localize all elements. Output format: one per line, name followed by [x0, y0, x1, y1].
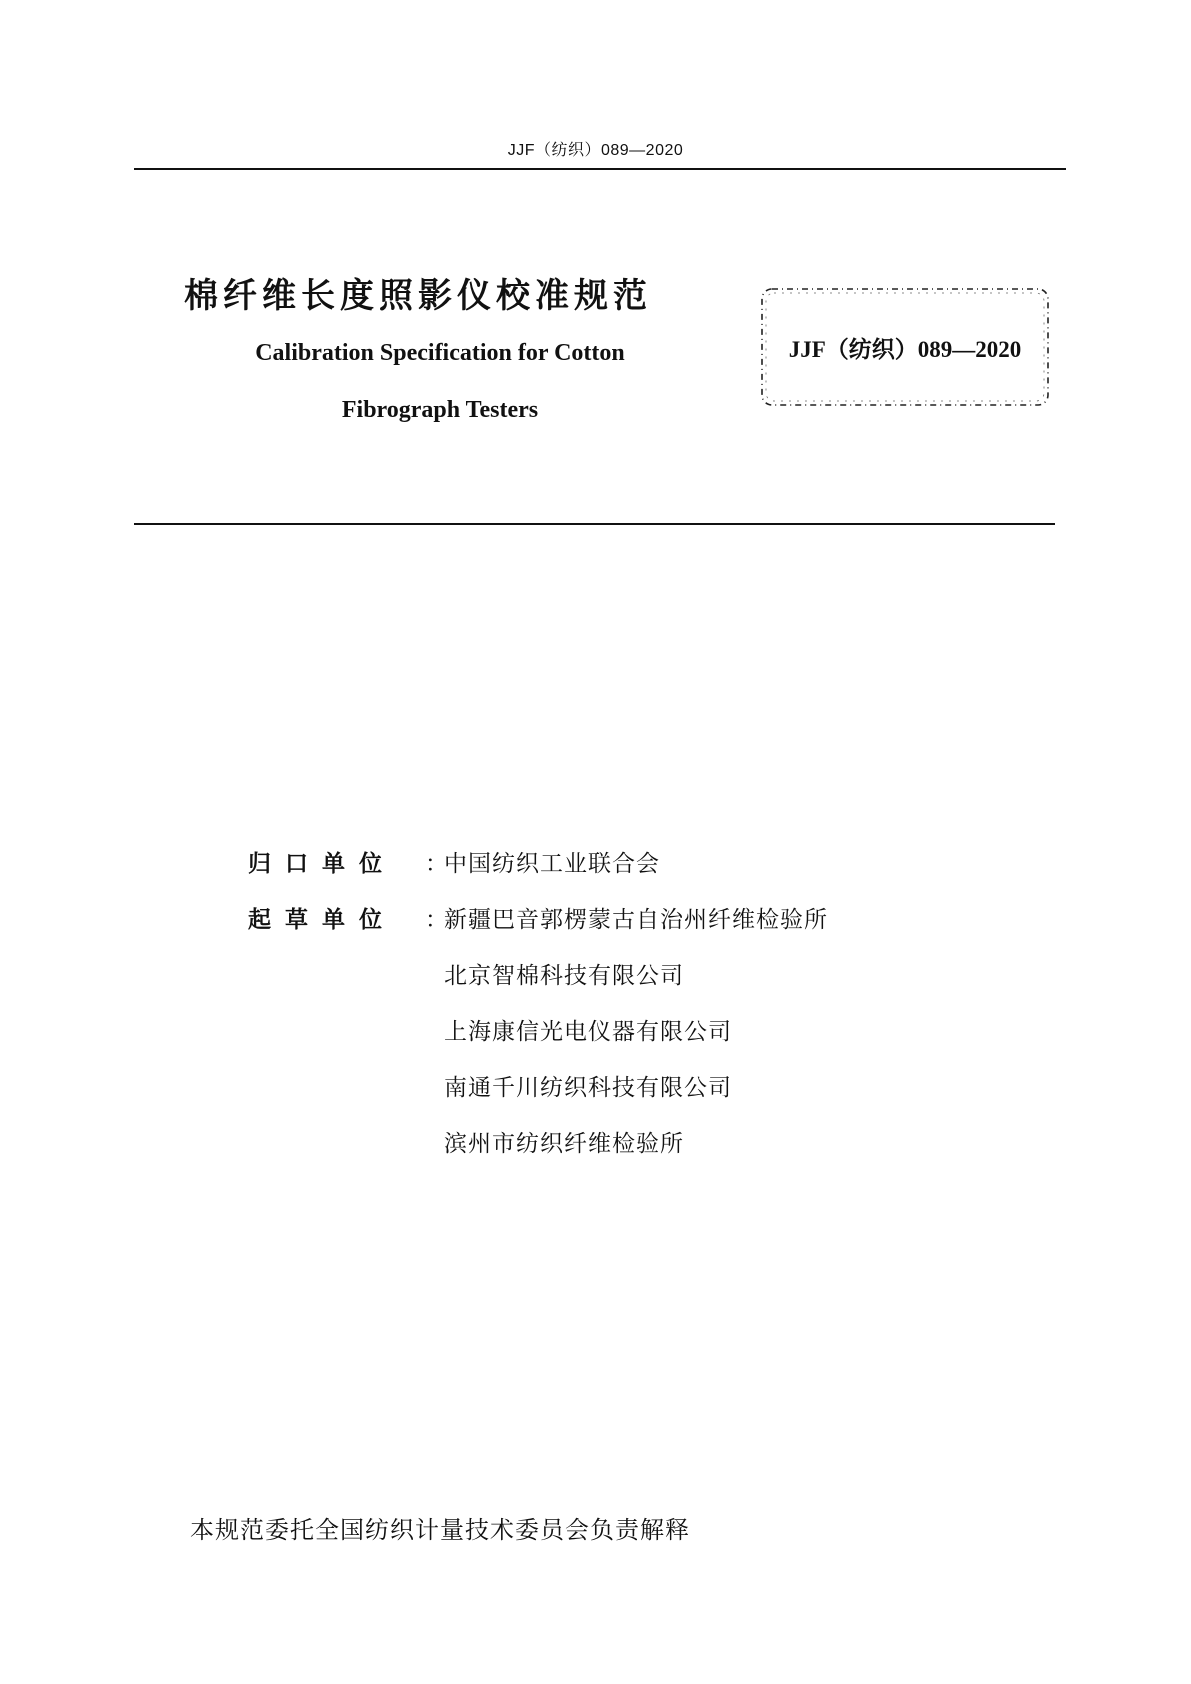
title-english-line-1: Calibration Specification for Cotton	[255, 340, 625, 366]
management-unit-label: 归口单位	[248, 851, 396, 877]
standard-code-box	[758, 285, 1052, 409]
title-english-line-2: Fibrograph Testers	[341, 397, 539, 423]
management-unit-colon: ：	[425, 851, 448, 877]
header-divider	[134, 168, 1066, 170]
drafting-unit-value: 上海康信光电仪器有限公司	[444, 1019, 732, 1045]
drafting-unit-value: 滨州市纺织纤维检验所	[444, 1131, 684, 1157]
drafting-unit-label: 起草单位	[248, 907, 396, 933]
interpretation-note: 本规范委托全国纺织计量技术委员会负责解释	[190, 1516, 690, 1544]
drafting-unit-colon: ：	[425, 907, 448, 933]
title-divider	[134, 523, 1055, 525]
title-chinese: 棉纤维长度照影仪校准规范	[184, 276, 652, 316]
standard-code-box-text: JJF（纺织）089—2020	[788, 337, 1022, 362]
drafting-unit-value: 南通千川纺织科技有限公司	[444, 1075, 732, 1101]
management-unit-value: 中国纺织工业联合会	[444, 851, 660, 877]
drafting-unit-value: 北京智棉科技有限公司	[444, 963, 684, 989]
drafting-unit-value: 新疆巴音郭楞蒙古自治州纤维检验所	[444, 907, 828, 933]
header-standard-code: JJF（纺织）089—2020	[507, 142, 684, 159]
